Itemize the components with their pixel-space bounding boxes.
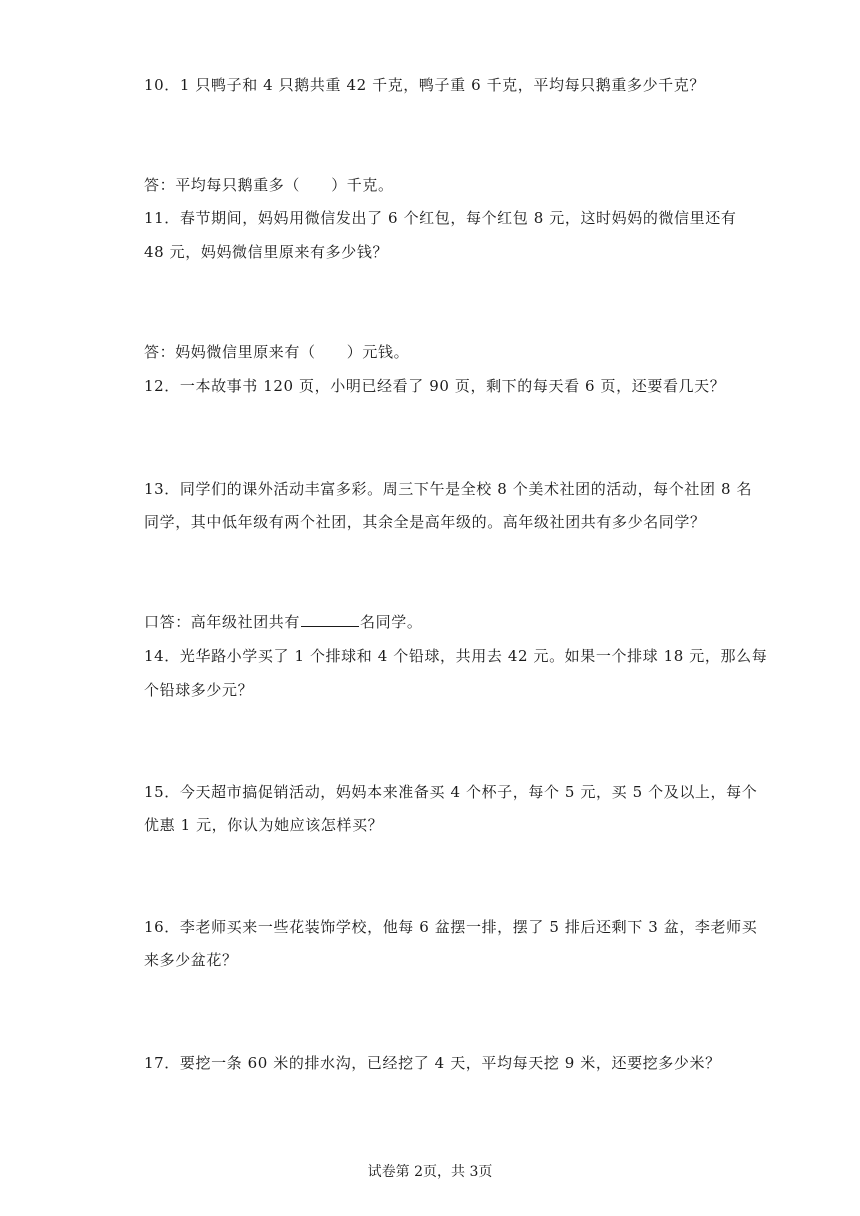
question-14-line-1: 14．光华路小学买了 1 个排球和 4 个铅球，共用去 42 元。如果一个排球 18 元，那么每 [144,647,768,665]
question-11-line-2: 48 元，妈妈微信里原来有多少钱？ [144,243,389,261]
question-10-answer: 答：平均每只鹅重多（ ）千克。 [144,176,394,194]
answer-suffix: 名同学。 [360,613,423,631]
page-footer: 试卷第 2页，共 3页 [367,1164,493,1180]
question-15-line-1: 15．今天超市搞促销活动，妈妈本来准备买 4 个杯子，每个 5 元，买 5 个及以上，每个 [144,783,758,801]
answer-blank[interactable] [301,612,359,627]
question-11-line-1: 11．春节期间，妈妈用微信发出了 6 个红包，每个红包 8 元，这时妈妈的微信里还有 [144,209,737,227]
question-13-line-1: 13．同学们的课外活动丰富多彩。周三下午是全校 8 个美术社团的活动，每个社团 8 名 [144,480,753,498]
question-13-line-2: 同学，其中低年级有两个社团，其余全是高年级的。高年级社团共有多少名同学？ [144,513,706,531]
question-12-line-1: 12．一本故事书 120 页，小明已经看了 90 页，剩下的每天看 6 页，还要看几天？ [144,377,726,395]
question-16-line-2: 来多少盆花？ [144,951,238,969]
question-17-line-1: 17．要挖一条 60 米的排水沟，已经挖了 4 天，平均每天挖 9 米，还要挖多少米？ [144,1054,721,1072]
question-13-answer [144,612,422,632]
question-16-line-1: 16．李老师买来一些花装饰学校，他每 6 盆摆一排，摆了 5 排后还剩下 3 盆，李老师买 [144,918,758,936]
question-15-line-2: 优惠 1 元，你认为她应该怎样买？ [144,816,384,834]
question-10-line-1: 10．1 只鸭子和 4 只鹅共重 42 千克，鸭子重 6 千克，平均每只鹅重多少千克？ [144,76,705,94]
question-14-line-2: 个铅球多少元？ [144,681,254,699]
question-11-answer: 答：妈妈微信里原来有（ ）元钱。 [144,343,410,361]
answer-prefix: 口答：高年级社团共有 [144,613,301,631]
